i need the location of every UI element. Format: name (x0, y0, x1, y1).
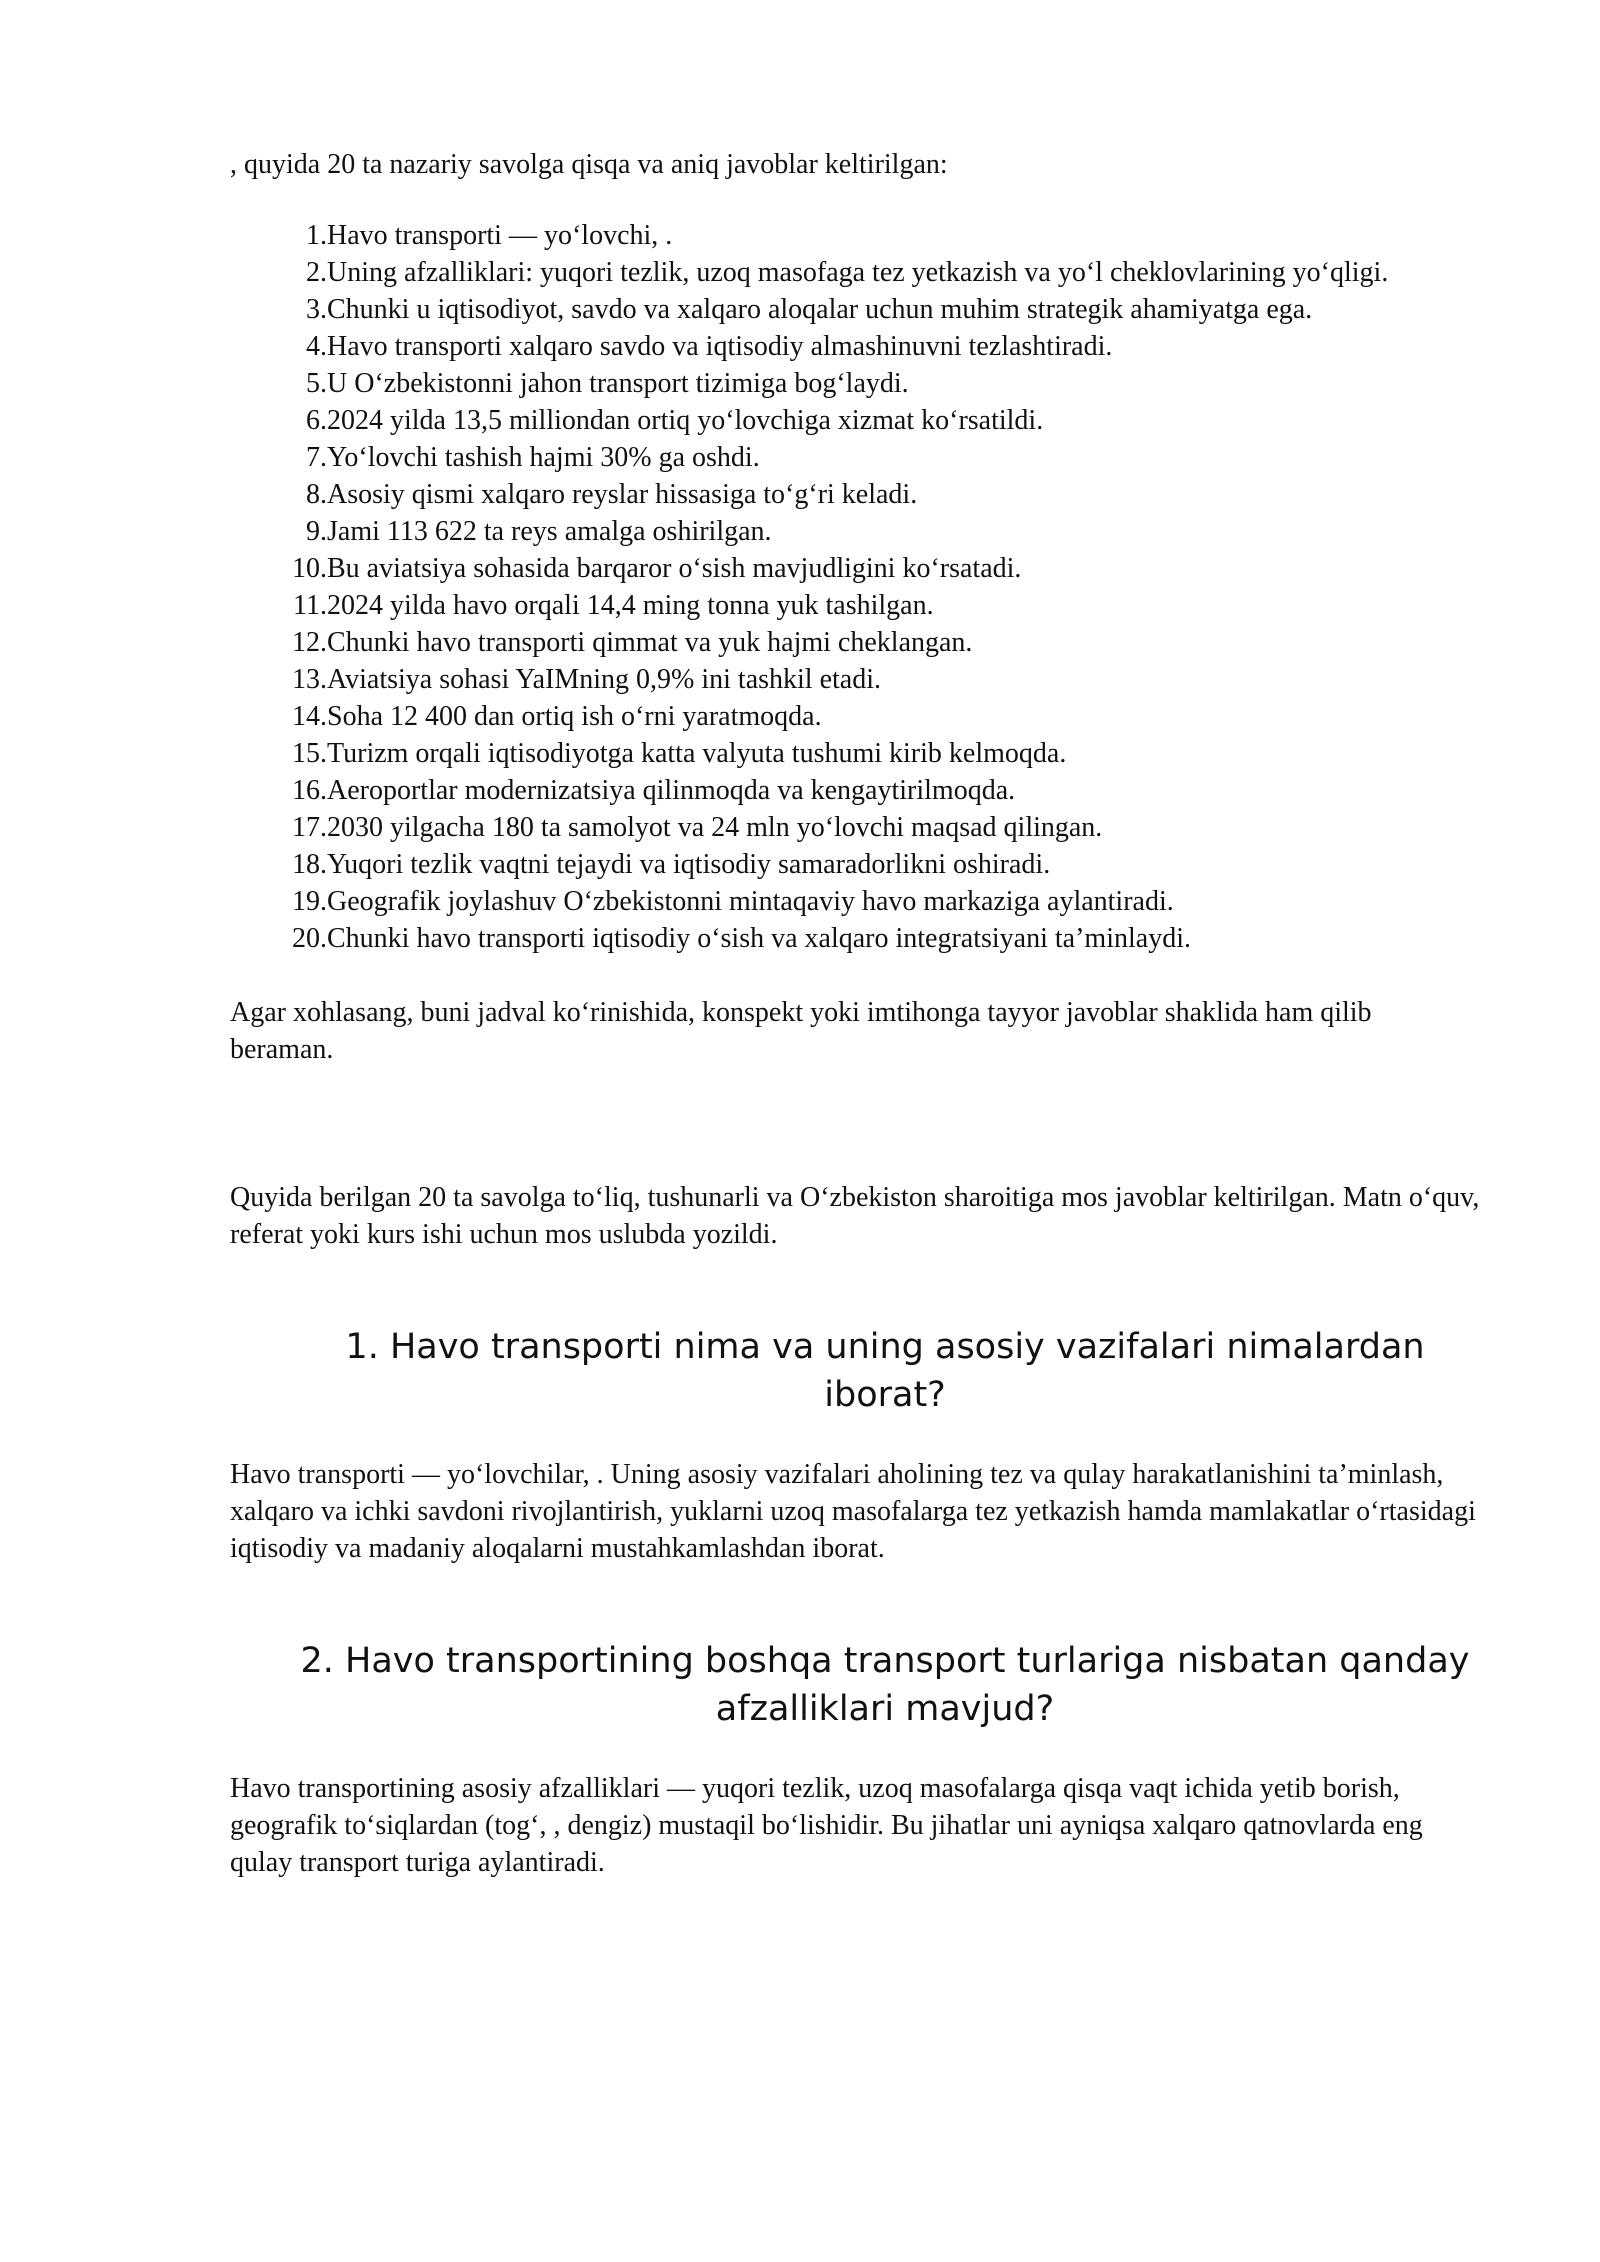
list-text: Aeroportlar modernizatsiya qilinmoqda va kengaytirilmoqda. (327, 775, 1016, 806)
list-text: Bu aviatsiya sohasida barqaror o‘sish mavjudligini ko‘rsatadi. (327, 553, 1022, 584)
list-item (230, 254, 1480, 291)
list-number: 9. (306, 516, 327, 547)
list-number: 19. (292, 886, 327, 917)
list-text: 2030 yilgacha 180 ta samolyot va 24 mln yo‘lovchi maqsad qilingan. (327, 812, 1103, 843)
list-text: Turizm orqali iqtisodiyotga katta valyuta tushumi kirib kelmoqda. (327, 738, 1067, 769)
list-number: 4. (306, 331, 327, 362)
list-text: Geografik joylashuv O‘zbekistonni mintaqaviy havo markaziga aylantiradi. (327, 886, 1174, 917)
list-number: 15. (292, 738, 327, 769)
list-item (230, 476, 1480, 513)
list-number: 2. (306, 257, 327, 288)
list-number: 1. (306, 220, 327, 251)
list-item (230, 846, 1480, 883)
list-number: 5. (306, 368, 327, 399)
section-heading-1: 1. Havo transporti nima va uning asosiy vazifalari nimalardan iborat? (345, 1327, 1425, 1415)
list-text: Uning afzalliklari: yuqori tezlik, uzoq masofaga tez yetkazish va yo‘l cheklovlarining yo‘qligi. (327, 257, 1389, 288)
list-item (230, 439, 1480, 476)
list-number: 14. (292, 701, 327, 732)
list-number: 6. (306, 405, 327, 436)
list-text: U O‘zbekistonni jahon transport tizimiga bog‘laydi. (327, 368, 909, 399)
list-number: 10. (292, 553, 327, 584)
list-text: Aviatsiya sohasi YaIMning 0,9% ini tashkil etadi. (327, 664, 881, 695)
list-item (230, 291, 1480, 328)
list-item (230, 809, 1480, 846)
list-text: 2024 yilda 13,5 milliondan ortiq yo‘lovchiga xizmat ko‘rsatildi. (327, 405, 1044, 436)
list-text: Soha 12 400 dan ortiq ish o‘rni yaratmoqda. (327, 701, 822, 732)
list-item (230, 550, 1480, 587)
second-intro-paragraph: Quyida berilgan 20 ta savolga to‘liq, tushunarli va O‘zbekiston sharoitiga mos javoblar keltirilgan. Matn o‘quv, referat yoki kurs ishi uchun mos uslubda yozildi. (230, 1182, 1480, 1250)
list-text: Chunki havo transporti iqtisodiy o‘sish va xalqaro integratsiyani ta’minlaydi. (327, 923, 1191, 954)
list-number: 18. (292, 849, 327, 880)
list-item (230, 661, 1480, 698)
section-text-2: Havo transportining asosiy afzalliklari — yuqori tezlik, uzoq masofalarga qisqa vaqt ichida yetib borish, geografik to‘siqlardan (tog‘, , dengiz) mustaqil bo‘lishidir. Bu jihatlar uni ayniqsa xalqaro qatnovlarda eng qulay transport turiga aylantiradi. (230, 1773, 1423, 1878)
list-text: Havo transporti xalqaro savdo va iqtisodiy almashinuvni tezlashtiradi. (327, 331, 1113, 362)
list-item (230, 920, 1480, 957)
document-page (230, 146, 1480, 1881)
list-item (230, 883, 1480, 920)
list-item (230, 365, 1480, 402)
list-text: Asosiy qismi xalqaro reyslar hissasiga to‘g‘ri keladi. (327, 479, 918, 510)
list-item (230, 735, 1480, 772)
list-text: Chunki u iqtisodiyot, savdo va xalqaro aloqalar uchun muhim strategik ahamiyatga ega. (327, 294, 1313, 325)
list-number: 16. (292, 775, 327, 806)
list-number: 11. (293, 590, 327, 621)
list-text: Yuqori tezlik vaqtni tejaydi va iqtisodiy samaradorlikni oshiradi. (327, 849, 1051, 880)
list-item (230, 587, 1480, 624)
section-text-1: Havo transporti — yo‘lovchilar, . Uning asosiy vazifalari aholining tez va qulay harakatlanishini ta’minlash, xalqaro va ichki savdoni rivojlantirish, yuklarni uzoq masofalarga tez yetkazish hamda mamlakatlar o‘rtasidagi iqtisodiy va madaniy aloqalarni mustahkamlashdan iborat. (230, 1459, 1476, 1564)
list-item (230, 402, 1480, 439)
list-item (230, 513, 1480, 550)
list-number: 13. (292, 664, 327, 695)
list-item (230, 217, 1480, 254)
list-number: 7. (306, 442, 327, 473)
section-heading-2: 2. Havo transportining boshqa transport turlariga nisbatan qanday afzalliklari mavjud? (300, 1641, 1470, 1729)
list-number: 12. (292, 627, 327, 658)
list-text: 2024 yilda havo orqali 14,4 ming tonna yuk tashilgan. (327, 590, 934, 621)
offer-paragraph: Agar xohlasang, buni jadval ko‘rinishida, konspekt yoki imtihonga tayyor javoblar shaklida ham qilib beraman. (230, 997, 1372, 1065)
list-number: 3. (306, 294, 327, 325)
answer-list (230, 217, 1480, 957)
list-number: 8. (306, 479, 327, 510)
list-text: Yo‘lovchi tashish hajmi 30% ga oshdi. (327, 442, 760, 473)
intro-paragraph: , quyida 20 ta nazariy savolga qisqa va aniq javoblar keltirilgan: (230, 149, 948, 180)
list-text: Jami 113 622 ta reys amalga oshirilgan. (327, 516, 772, 547)
list-text: Havo transporti — yo‘lovchi, . (327, 220, 673, 251)
list-number: 20. (292, 923, 327, 954)
list-item (230, 772, 1480, 809)
list-item (230, 328, 1480, 365)
list-item (230, 698, 1480, 735)
list-item (230, 624, 1480, 661)
list-number: 17. (292, 812, 327, 843)
list-text: Chunki havo transporti qimmat va yuk hajmi cheklangan. (327, 627, 973, 658)
